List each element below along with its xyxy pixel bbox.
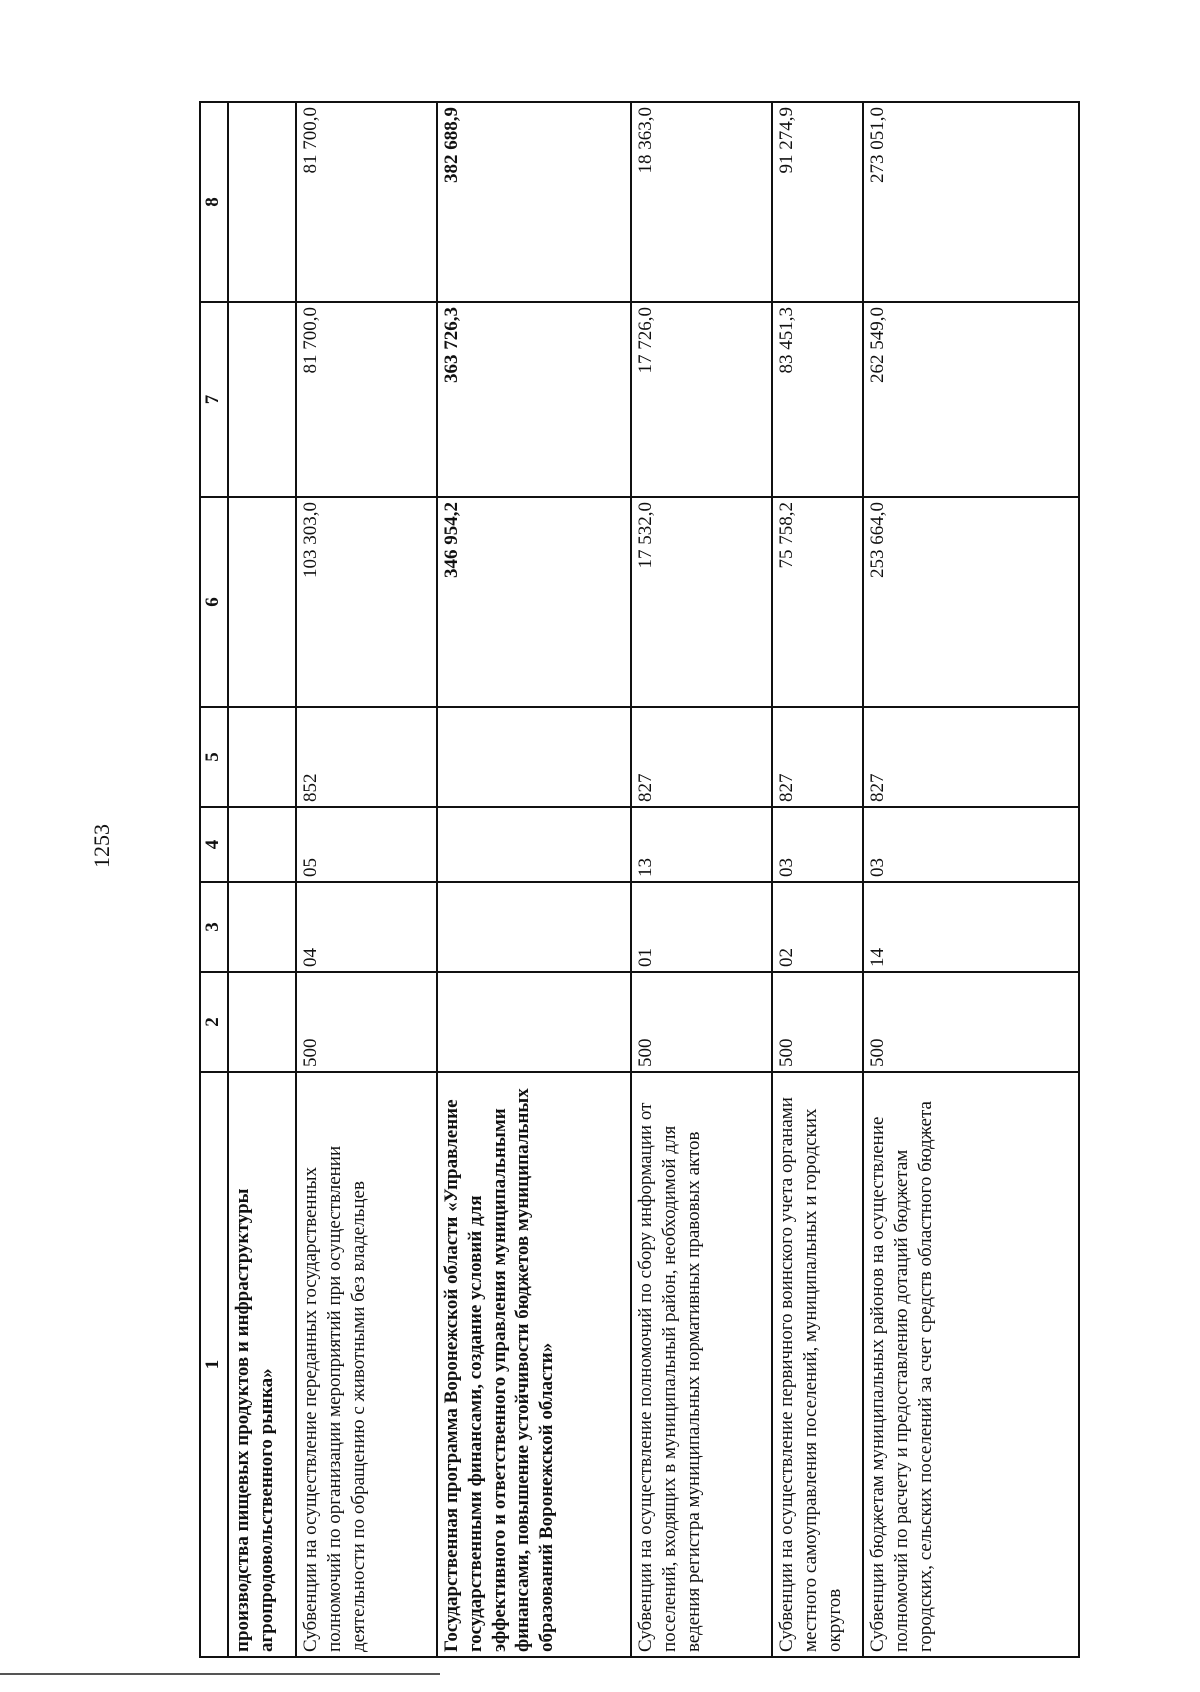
column-header-8: 8 <box>200 102 228 302</box>
cell-col-6: 253 664,0 <box>863 497 1079 707</box>
cell-col-7 <box>228 302 296 497</box>
budget-table <box>199 101 1080 1658</box>
row-name-cell: Субвенции бюджетам муниципальных районов на осуществление полномочий по расчету и предоставлению дотаций бюджетам городских, сельских поселений за счет средств областного бюджета <box>863 1072 1079 1657</box>
cell-col-8: 18 363,0 <box>631 102 772 302</box>
cell-col-2: 500 <box>296 972 437 1072</box>
cell-col-8 <box>228 102 296 302</box>
cell-col-5 <box>437 707 631 807</box>
cell-col-5: 827 <box>863 707 1079 807</box>
cell-col-2: 500 <box>863 972 1079 1072</box>
cell-col-4: 03 <box>863 807 1079 882</box>
cell-col-7: 262 549,0 <box>863 302 1079 497</box>
cell-col-4: 05 <box>296 807 437 882</box>
rotated-table-container <box>199 103 1085 1658</box>
cell-col-2 <box>228 972 296 1072</box>
table-row <box>296 102 437 1657</box>
cell-col-4 <box>228 807 296 882</box>
header-row <box>200 102 228 1657</box>
cell-col-8: 273 051,0 <box>863 102 1079 302</box>
column-header-5: 5 <box>200 707 228 807</box>
cell-col-2: 500 <box>631 972 772 1072</box>
cell-col-3: 02 <box>772 882 863 972</box>
cell-col-2: 500 <box>772 972 863 1072</box>
cell-col-7: 83 451,3 <box>772 302 863 497</box>
cell-col-5: 827 <box>631 707 772 807</box>
row-name-cell: производства пищевых продуктов и инфраструктуры агропродовольственного рынка» <box>228 1072 296 1657</box>
column-header-6: 6 <box>200 497 228 707</box>
cell-col-3: 14 <box>863 882 1079 972</box>
cell-col-2 <box>437 972 631 1072</box>
cell-col-8: 382 688,9 <box>437 102 631 302</box>
cell-col-5 <box>228 707 296 807</box>
cell-col-5: 852 <box>296 707 437 807</box>
cell-col-7: 81 700,0 <box>296 302 437 497</box>
scan-artifact-line <box>0 1673 440 1675</box>
column-header-7: 7 <box>200 302 228 497</box>
cell-col-4: 13 <box>631 807 772 882</box>
row-name-cell: Субвенции на осуществление полномочий по сбору информации от поселений, входящих в муниципальный район, необходимой для ведения регистра муниципальных нормативных правовых актов <box>631 1072 772 1657</box>
cell-col-8: 81 700,0 <box>296 102 437 302</box>
table-row <box>863 102 1079 1657</box>
cell-col-6: 346 954,2 <box>437 497 631 707</box>
column-header-1: 1 <box>200 1072 228 1657</box>
cell-col-8: 91 274,9 <box>772 102 863 302</box>
table-row <box>228 102 296 1657</box>
cell-col-6: 17 532,0 <box>631 497 772 707</box>
cell-col-6: 75 758,2 <box>772 497 863 707</box>
cell-col-3 <box>228 882 296 972</box>
row-name-cell: Субвенции на осуществление переданных государственных полномочий по организации мероприятий при осуществлении деятельности по обращению с животными без владельцев <box>296 1072 437 1657</box>
cell-col-4: 03 <box>772 807 863 882</box>
table-row <box>631 102 772 1657</box>
cell-col-4 <box>437 807 631 882</box>
column-header-3: 3 <box>200 882 228 972</box>
table-row <box>437 102 631 1657</box>
cell-col-7: 363 726,3 <box>437 302 631 497</box>
row-name-cell: Субвенции на осуществление первичного воинского учета органами местного самоуправления поселений, муниципальных и городских округов <box>772 1072 863 1657</box>
column-header-4: 4 <box>200 807 228 882</box>
cell-col-3 <box>437 882 631 972</box>
cell-col-3: 01 <box>631 882 772 972</box>
cell-col-6: 103 303,0 <box>296 497 437 707</box>
cell-col-5: 827 <box>772 707 863 807</box>
cell-col-7: 17 726,0 <box>631 302 772 497</box>
page-number: 1253 <box>89 824 114 868</box>
table-row <box>772 102 863 1657</box>
cell-col-3: 04 <box>296 882 437 972</box>
row-name-cell: Государственная программа Воронежской области «Управление государственными финансами, создание условий для эффективного и ответственного управления муниципальными финансами, повышение устойчивости бюджетов муниципальных образований Воронежской области» <box>437 1072 631 1657</box>
cell-col-6 <box>228 497 296 707</box>
column-header-2: 2 <box>200 972 228 1072</box>
